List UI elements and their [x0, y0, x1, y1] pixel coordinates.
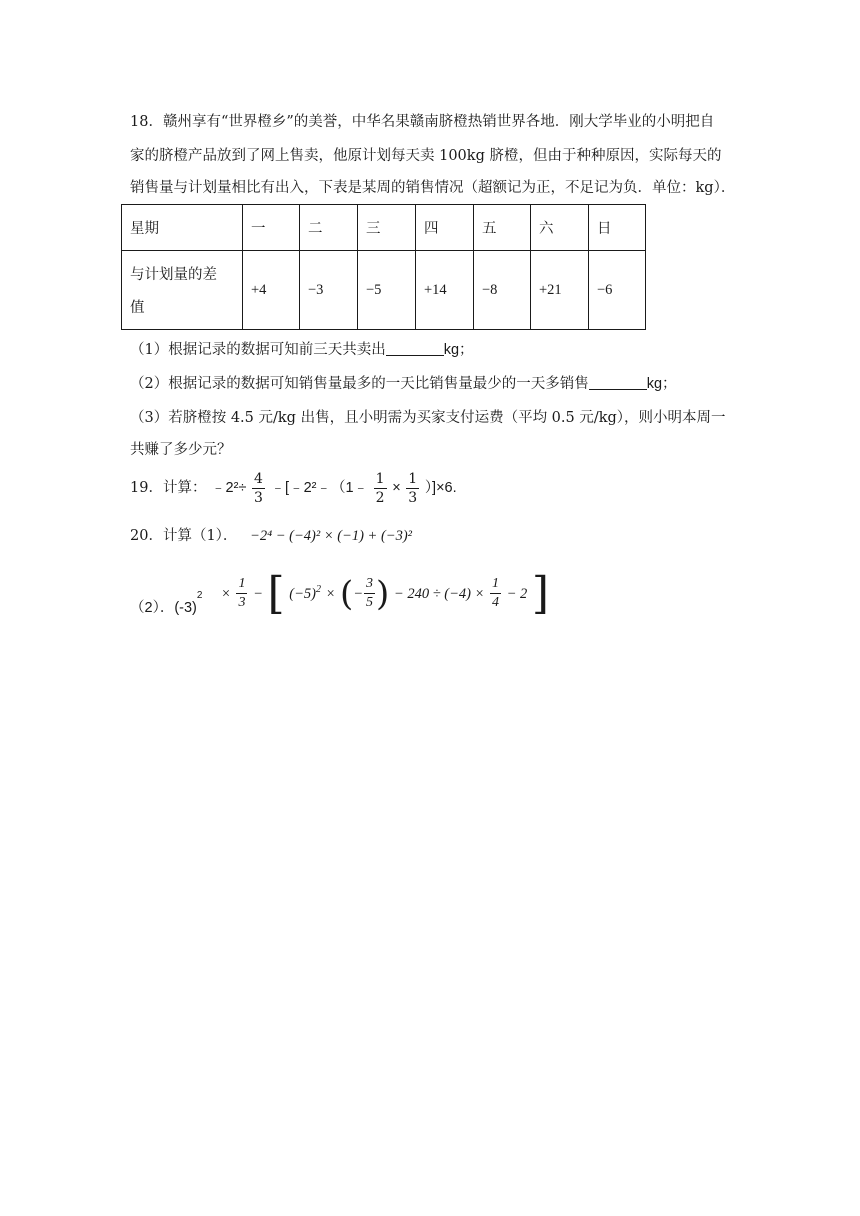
table-cell-day: 日 [589, 205, 646, 251]
answer-blank [589, 375, 647, 390]
fraction-numerator: 1 [236, 577, 247, 594]
q18-sub1-unit: kg； [443, 342, 474, 358]
table-row-difference [122, 251, 646, 330]
q19-term-2: ﹣[﹣2²﹣（1﹣ [270, 480, 369, 496]
fraction-1-3 [236, 577, 247, 610]
q20-expression-1: −2⁴ − (−4)² × (−1) + (−3)² [250, 528, 412, 544]
table-cell-day: 三 [358, 205, 416, 251]
fraction-denominator: 5 [366, 595, 374, 611]
right-paren: ) [376, 573, 390, 614]
table-cell-value: −6 [589, 251, 646, 330]
fraction-numerator: 1 [375, 470, 385, 487]
inner-base: (−5) [289, 585, 316, 602]
q20-part-1 [130, 526, 730, 546]
fraction-numerator: 1 [408, 470, 418, 487]
fraction-numerator: 1 [490, 577, 501, 594]
times-symbol: × [221, 585, 231, 602]
table-cell-value: +4 [243, 251, 300, 330]
q18-line-2: 家的脐橙产品放到了网上售卖，他原计划每天卖 100kg 脐橙，但由于种种原因，实际每天的 [130, 148, 722, 164]
fraction-3-5 [364, 577, 375, 610]
q18-sub2-text: （2）根据记录的数据可知销售量最多的一天比销售量最少的一天多销售 [130, 376, 589, 392]
table-header-difference [122, 251, 243, 330]
q18-line-1: 18．赣州享有“世界橙乡”的美誉，中华名果赣南脐橙热销世界各地．刚大学毕业的小明把自 [130, 114, 715, 130]
fraction-1-2 [374, 472, 387, 505]
table-cell-day: 二 [300, 205, 358, 251]
inner-middle: − 240 ÷ (−4) × [393, 585, 485, 602]
fraction-4-3 [252, 472, 265, 505]
fraction-denominator: 3 [254, 489, 263, 506]
q19-term-4: ）]×6. [424, 480, 457, 496]
q19-expression [130, 468, 730, 508]
q20-prefix: 20．计算（1）． [130, 528, 238, 544]
minus-symbol: − [253, 585, 263, 602]
q18-sub1-text: （1）根据记录的数据可知前三天共卖出 [130, 342, 386, 358]
q18-sub-question-1 [130, 340, 730, 360]
q19-times: × [392, 480, 401, 496]
left-square-bracket: [ [267, 567, 285, 619]
fraction-1-3 [406, 472, 419, 505]
q20-part-2-exponent: 2 [196, 590, 203, 601]
table-cell-value: −8 [474, 251, 531, 330]
fraction-denominator: 4 [492, 595, 499, 611]
inner-exponent: 2 [315, 584, 321, 595]
q19-term-1: ﹣2²÷ [211, 480, 247, 496]
answer-blank [386, 341, 444, 356]
inner-minus: − [353, 585, 364, 602]
table-header-weekday: 星期 [122, 205, 243, 251]
fraction-denominator: 3 [238, 595, 246, 611]
table-cell-value: +21 [531, 251, 589, 330]
table-row-weekday [122, 205, 646, 251]
q18-sub-question-3-line-1: （3）若脐橙按 4.5 元/kg 出售，且小明需为买家支付运费（平均 0.5 元/kg），则小明本周一 [130, 410, 726, 426]
fraction-1-4 [490, 577, 501, 610]
sales-table [121, 204, 646, 330]
right-square-bracket: ] [531, 567, 550, 619]
q18-sub-question-3-line-2: 共赚了多少元？ [130, 442, 232, 458]
table-header-difference-line2: 值 [130, 300, 145, 316]
table-cell-value: +14 [416, 251, 474, 330]
table-cell-day: 一 [243, 205, 300, 251]
table-cell-day: 四 [416, 205, 474, 251]
inner-times: × [325, 585, 336, 602]
q18-line-3: 销售量与计划量相比有出入，下表是某周的销售情况（超额记为正，不足记为负．单位：kg）． [130, 180, 736, 196]
q18-sub-question-2 [130, 374, 730, 394]
inner-end: − 2 [506, 585, 528, 602]
left-paren: ( [339, 573, 354, 614]
q18-sub2-unit: kg； [646, 376, 677, 392]
table-cell-value: −5 [358, 251, 416, 330]
table-header-difference-line1: 与计划量的差 [130, 267, 217, 283]
fraction-numerator: 4 [254, 470, 263, 487]
q20-part-2-label: （2）．(-3) [130, 599, 197, 616]
fraction-denominator: 3 [408, 489, 418, 506]
fraction-numerator: 3 [364, 577, 375, 594]
table-cell-day: 六 [531, 205, 589, 251]
q19-prefix: 19．计算： [130, 480, 207, 496]
table-cell-value: −3 [300, 251, 358, 330]
fraction-denominator: 2 [375, 489, 385, 506]
table-cell-day: 五 [474, 205, 531, 251]
q20-part-2 [130, 560, 730, 624]
